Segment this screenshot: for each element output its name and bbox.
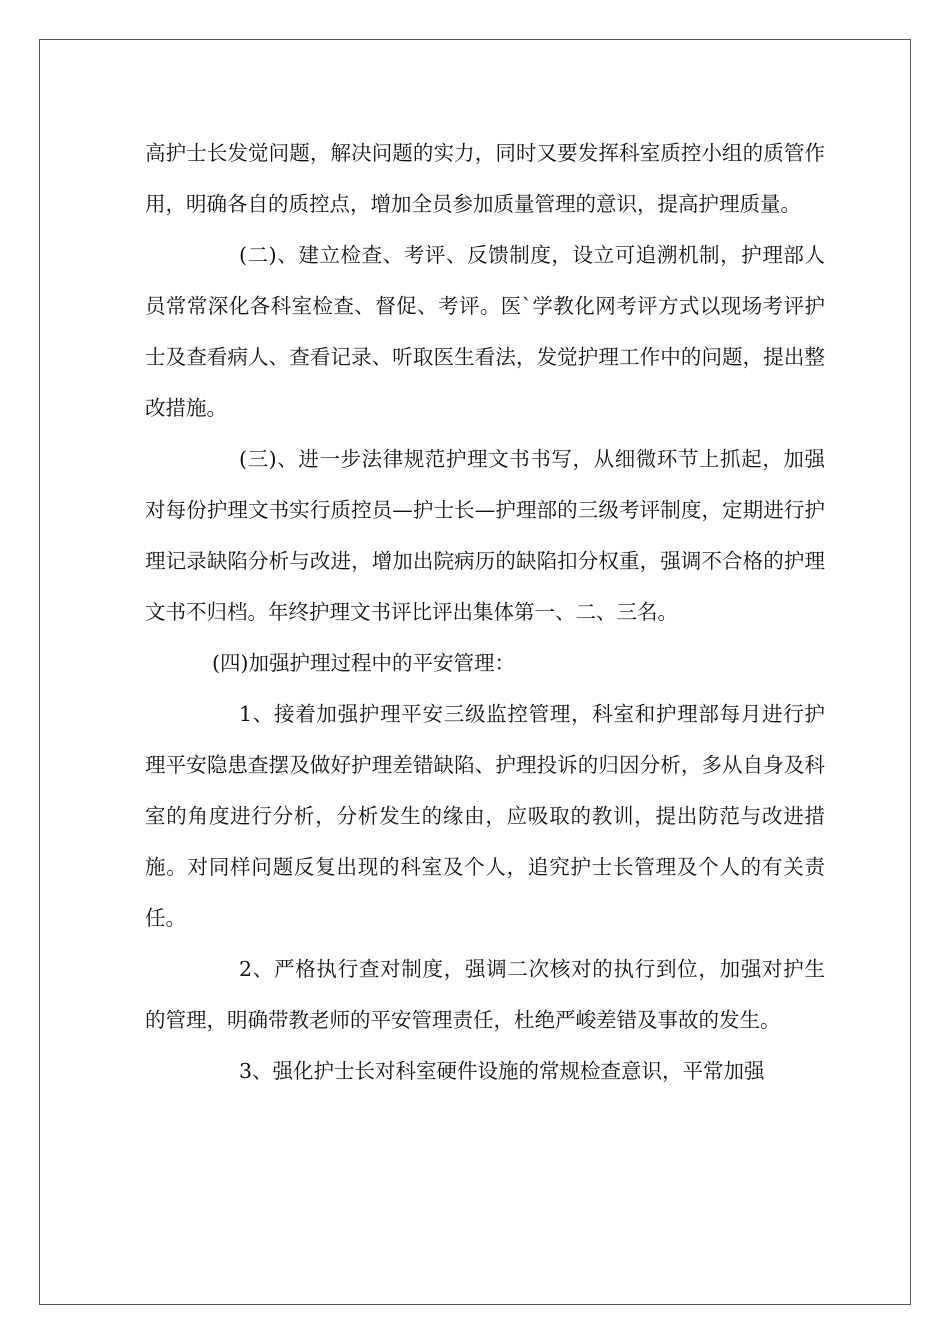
- document-body: [145, 128, 825, 1097]
- paragraph-item-3: 3、强化护士长对科室硬件设施的常规检查意识，平常加强: [239, 1059, 765, 1083]
- paragraph-section-3: (三)、进一步法律规范护理文书书写，从细微环节上抓起，加强对每份护理文书实行质控员—护士长—护理部的三级考评制度，定期进行护理记录缺陷分析与改进，增加出院病历的缺陷扣分权重，强调不合格的护理文书不归档。年终护理文书评比评出集体第一、二、三名。: [145, 447, 825, 624]
- paragraph-section-4-heading: (四)加强护理过程中的平安管理：: [212, 651, 515, 675]
- paragraph-continuation: 高护士长发觉问题，解决问题的实力，同时又要发挥科室质控小组的质管作用，明确各自的质控点，增加全员参加质量管理的意识，提高护理质量。: [145, 141, 825, 216]
- paragraph-section-2: (二)、建立检查、考评、反馈制度，设立可追溯机制，护理部人员常常深化各科室检查、督促、考评。医`学教化网考评方式以现场考评护士及查看病人、查看记录、听取医生看法，发觉护理工作中的问题，提出整改措施。: [145, 243, 825, 420]
- paragraph-item-2: 2、严格执行查对制度，强调二次核对的执行到位，加强对护生的管理，明确带教老师的平安管理责任，杜绝严峻差错及事故的发生。: [145, 957, 825, 1032]
- paragraph-item-1: 1、接着加强护理平安三级监控管理，科室和护理部每月进行护理平安隐患查摆及做好护理差错缺陷、护理投诉的归因分析，多从自身及科室的角度进行分析，分析发生的缘由，应吸取的教训，提出防范与改进措施。对同样问题反复出现的科室及个人，追究护士长管理及个人的有关责任。: [145, 702, 825, 930]
